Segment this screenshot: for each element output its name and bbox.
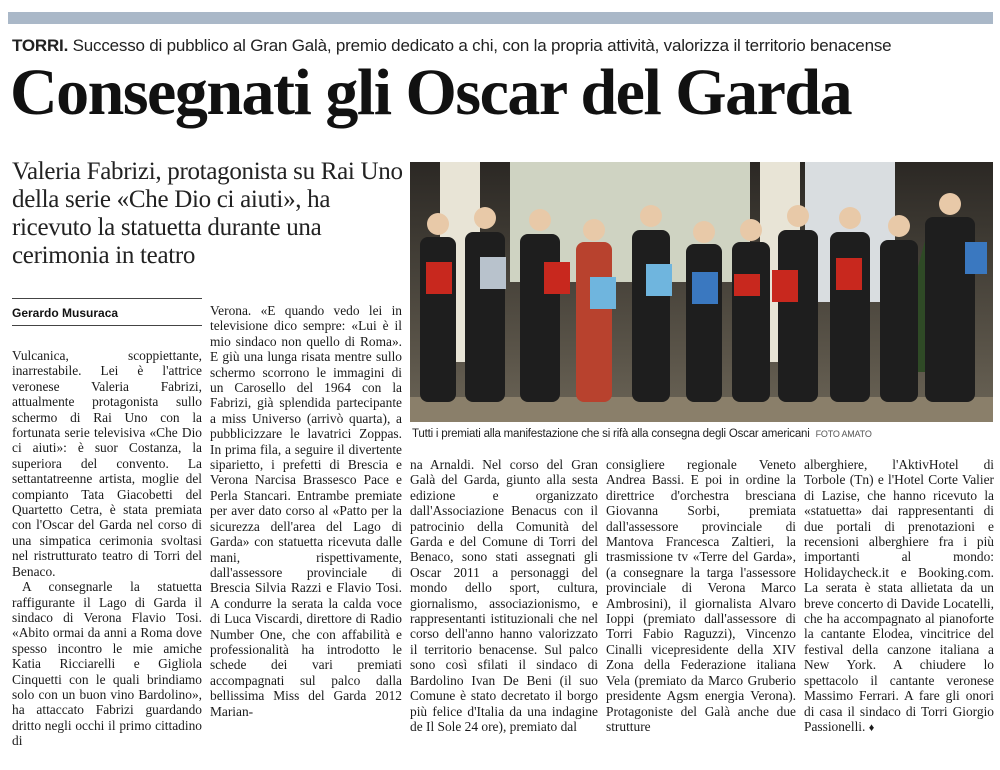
paragraph: Vulcanica, scoppiettante, inarrestabile. Lei è l'attrice veronese Valeria Fabrizi, attualmente protagonista sullo schermo di Rai Uno con la fortunata serie televisiva «Che Dio ci aiuti»: è suor Costanza, la superiora del convento. La settantatreenne artista, moglie del compianto Tata Giacobetti del Quartetto Cetra, è stata premiata con l'Oscar del Garda nel corso di una simpatica cerimonia svoltasi nel ristrutturato teatro di Torri del Benaco.	[12, 348, 202, 579]
paragraph-text: alberghiere, l'AktivHotel di Torbole (Tn) e l'Hotel Corte Valier di Lazise, che hanno ricevuto la «statuetta» dai rappresentanti di due portali di prenotazioni e recensioni alberghiere fra i più importanti al mondo: Holidaycheck.it e Booking.com. La serata è stata allietata da un breve concerto di Davide Locatelli, che ha accompagnato al pianoforte la cantante Elodea, vincitrice del festival della canzone italiana a New York. A chiudere lo spettacolo il cantante veronese Massimo Ferrari. A fare gli onori di casa il sindaco di Torri Giorgio Passionelli.	[804, 457, 994, 734]
paragraph: Verona. «E quando vedo lei in televisione dico sempre: «Lui è il mio sindaco non quello di Roma». E giù una lunga risata mentre sullo schermo scorrono le immagini di un Carosello del 1964 con la Fabrizi, già splendida partecipante a miss Universo (arrivò quarta), a pubblicizzare le lavatrici Zoppas. In prima fila, a seguire il divertente siparietto, i prefetti di Brescia e Verona Narcisa Brassesco Pace e Perla Stancari. Entrambe premiate per aver dato corso al «Patto per la sicurezza dell'area del Lago di Garda» con statuetta ricevuta dalle mani, rispettivamente, dall'assessore provinciale di Brescia Silvia Razzi e Flavio Tosi. A condurre la serata la calda voce di Luca Viscardi, direttore di Radio Number One, che con affabilità e professionalità ha introdotto le schede dei vari premiati accompagnati sul palco dalla bellissima Miss del Garda 2012 Marian-	[210, 303, 402, 719]
paragraph: A consegnarle la statuetta raffigurante il Lago di Garda il sindaco di Verona Flavio Tosi. «Abito ormai da anni a Roma dove spesso incontro le mie amiche Katia Ricciarelli e Gigliola Cinquetti con le quali brindiamo solo con un buon vino Bardolino», ha attaccato Fabrizi guardando dritto negli occhi il primo cittadino di	[12, 579, 202, 749]
article-column-1	[12, 348, 202, 749]
headline: Consegnati gli Oscar del Garda	[10, 56, 852, 129]
photo-credit: FOTO AMATO	[815, 429, 872, 439]
paragraph: consigliere regionale Veneto Andrea Bassi. E poi in ordine la direttrice d'orchestra bresciana Giovanna Sorbi, premiata dall'assessore provinciale di Mantova Francesca Zaltieri, la trasmissione tv «Terre del Garda», (a consegnare la targa l'assessore provinciale di Verona Marco Ambrosini), il giornalista Alvaro Ioppi (premiato dall'assessore di Torri Fabio Raguzzi), Vincenzo Cinalli vicepresidente della XIV Zona della Federazione italiana Vela (premiato da Marco Gruberio presidente Agsm energia Verona). Protagoniste del Galà anche due strutture	[606, 457, 796, 734]
photo-caption	[412, 428, 997, 440]
byline-rule-bottom	[12, 325, 202, 326]
top-color-bar	[8, 12, 993, 24]
article-column-2	[210, 303, 402, 719]
end-of-article-mark: ♦	[868, 721, 875, 734]
paragraph: na Arnaldi. Nel corso del Gran Galà del Garda, giunto alla sesta edizione e organizzato dall'Associazione Benacus con il patrocinio della Comunità del Garda e del Comune di Torri del Benaco, sono stati assegnati gli Oscar 2011 a personaggi del mondo dello sport, cultura, giornalismo, associazionismo, e rappresentanti istituzionali che nel corso dell'anno hanno valorizzato il territorio benacense. Sul palco sono così sfilati il sindaco di Bardolino Ivan De Beni (il suo Comune è stato decretato il borgo più felice d'Italia da una indagine de Il Sole 24 ore), premiato dal	[410, 457, 598, 734]
photo-caption-text: Tutti i premiati alla manifestazione che si rifà alla consegna degli Oscar americani	[412, 428, 810, 440]
byline: Gerardo Musuraca	[12, 306, 119, 320]
kicker	[12, 36, 997, 56]
subheadline: Valeria Fabrizi, protagonista su Rai Uno della serie «Che Dio ci aiuti», ha ricevuto la statuetta durante una cerimonia in teatro	[12, 158, 403, 269]
kicker-text: Successo di pubblico al Gran Galà, premio dedicato a chi, con la propria attività, valorizza il territorio benacense	[72, 36, 892, 55]
kicker-location-tag: TORRI.	[12, 36, 69, 55]
byline-rule-top	[12, 298, 202, 299]
paragraph	[804, 457, 994, 736]
article-column-5	[804, 457, 994, 736]
article-column-4	[606, 457, 796, 734]
award-group-photo	[410, 162, 993, 422]
article-column-3	[410, 457, 598, 734]
